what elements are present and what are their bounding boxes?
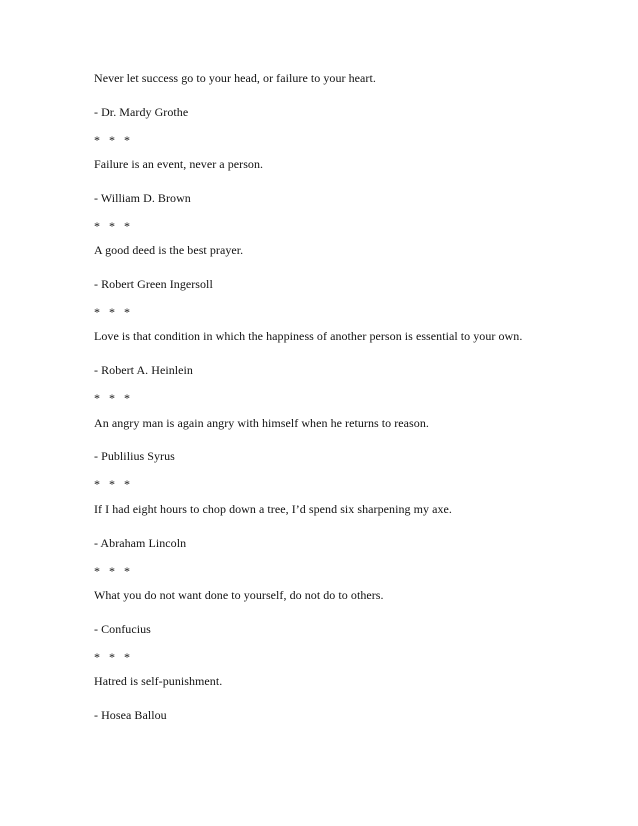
- separator-star: *: [109, 219, 115, 233]
- quote-author: - Dr. Mardy Grothe: [94, 105, 189, 119]
- separator-star: *: [109, 650, 115, 664]
- separator-star: *: [124, 305, 130, 319]
- quote-author: - Robert A. Heinlein: [94, 363, 193, 377]
- quote-text: Never let success go to your head, or failure to your heart.: [94, 71, 376, 85]
- quote-text: A good deed is the best prayer.: [94, 243, 244, 257]
- separator: [94, 133, 139, 147]
- quote-text: If I had eight hours to chop down a tree, I’d spend six sharpening my axe.: [94, 502, 452, 516]
- quote-text: Hatred is self-punishment.: [94, 674, 223, 688]
- separator-star: *: [109, 391, 115, 405]
- quote-text: Love is that condition in which the happiness of another person is essential to your own.: [94, 329, 523, 343]
- separator: [94, 391, 139, 405]
- separator-star: *: [124, 219, 130, 233]
- separator-star: *: [124, 650, 130, 664]
- separator-star: *: [109, 564, 115, 578]
- separator-star: *: [94, 477, 100, 491]
- separator-star: *: [94, 305, 100, 319]
- quote-text: What you do not want done to yourself, do not do to others.: [94, 588, 384, 602]
- separator-star: *: [109, 477, 115, 491]
- separator-star: *: [94, 133, 100, 147]
- separator-star: *: [124, 477, 130, 491]
- separator-star: *: [124, 133, 130, 147]
- separator-star: *: [94, 391, 100, 405]
- quote-text: An angry man is again angry with himself when he returns to reason.: [94, 416, 429, 430]
- separator-star: *: [94, 564, 100, 578]
- separator-star: *: [109, 305, 115, 319]
- separator: [94, 305, 139, 319]
- separator-star: *: [109, 133, 115, 147]
- separator-star: *: [94, 650, 100, 664]
- separator: [94, 564, 139, 578]
- quote-author: - Publilius Syrus: [94, 449, 175, 463]
- quote-author: - Confucius: [94, 622, 151, 636]
- quote-author: - William D. Brown: [94, 191, 191, 205]
- separator: [94, 219, 139, 233]
- quote-author: - Hosea Ballou: [94, 708, 167, 722]
- quote-text: Failure is an event, never a person.: [94, 157, 264, 171]
- separator: [94, 477, 139, 491]
- quote-author: - Robert Green Ingersoll: [94, 277, 213, 291]
- separator-star: *: [124, 391, 130, 405]
- separator-star: *: [94, 219, 100, 233]
- separator: [94, 650, 139, 664]
- separator-star: *: [124, 564, 130, 578]
- quote-author: - Abraham Lincoln: [94, 536, 187, 550]
